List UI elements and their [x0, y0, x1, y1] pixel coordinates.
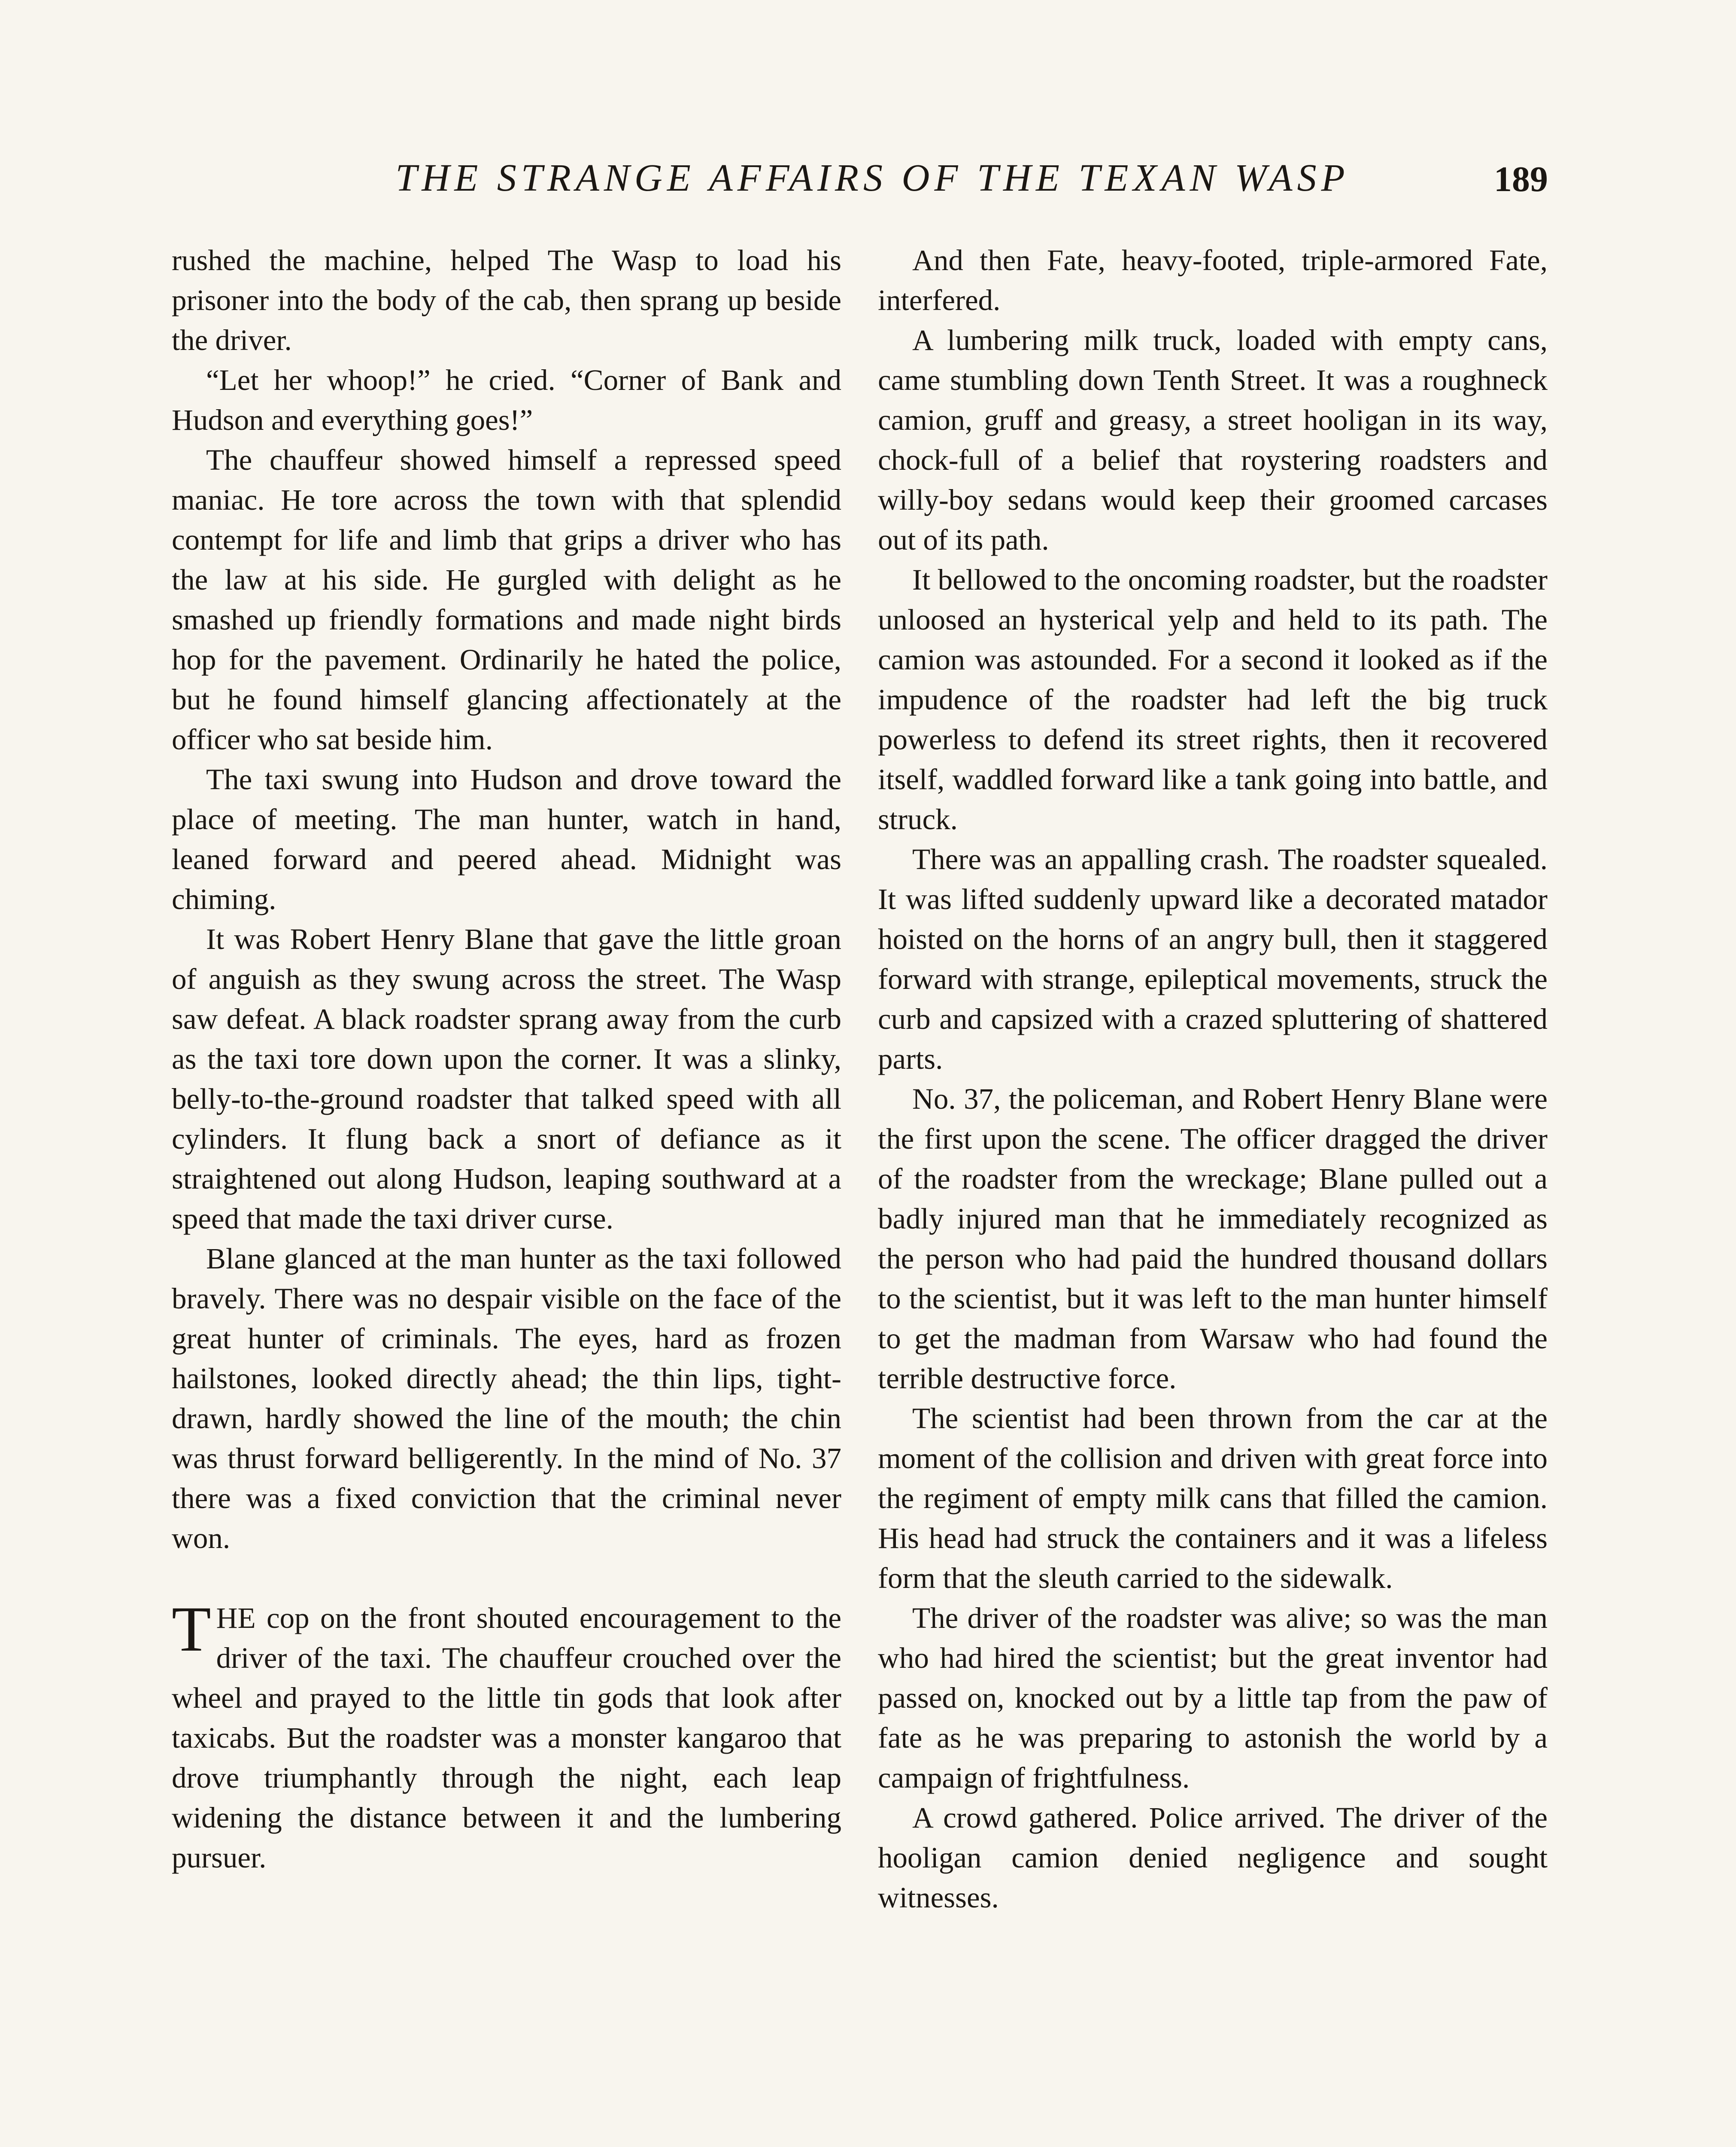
- paragraph: It was Robert Henry Blane that gave the little groan of anguish as they swung across the street. The Wasp saw defeat. A black roadster sprang away from the curb as the taxi tore down upon the corner. It was a slinky, belly-to-the-ground roadster that talked speed with all cylinders. It flung back a snort of defiance as it straightened out along Hudson, leaping southward at a speed that made the taxi driver curse.: [172, 923, 841, 1235]
- paragraph: The taxi swung into Hudson and drove toward the place of meeting. The man hunter, watch in hand, leaned forward and peered ahead. Midnight was chiming.: [172, 763, 841, 915]
- page-number: 189: [1494, 159, 1548, 199]
- dropcap-paragraph-text: HE cop on the front shouted encouragement to the driver of the taxi. The chauffeur crouched over the wheel and prayed to the little tin gods that look after taxicabs. But the roadster was a monster kangaroo that drove triumphantly through the night, each leap widening the distance between it and the lumbering pursuer.: [172, 1602, 841, 1874]
- paragraph: There was an appalling crash. The roadster squealed. It was lifted suddenly upward like a decorated matador hoisted on the horns of an angry bull, then it staggered forward with strange, epileptical movements, struck the curb and capsized with a crazed spluttering of shattered parts.: [878, 843, 1548, 1075]
- section-break: [172, 1558, 841, 1598]
- dropcap-paragraph: [172, 1594, 841, 1878]
- drop-cap: T: [172, 1594, 211, 1665]
- paragraph: A lumbering milk truck, loaded with empty cans, came stumbling down Tenth Street. It was a roughneck camion, gruff and greasy, a street hooligan in its way, chock-full of a belief that roystering roadsters and willy-boy sedans would keep their groomed carcases out of its path.: [878, 324, 1548, 556]
- paragraph: A crowd gathered. Police arrived. The driver of the hooligan camion denied negligence and sought witnesses.: [878, 1801, 1548, 1914]
- paragraph: The driver of the roadster was alive; so was the man who had hired the scientist; but the great inventor had passed on, knocked out by a little tap from the paw of fate as he was preparing to astonish the world by a campaign of frightfulness.: [878, 1602, 1548, 1794]
- running-title: THE STRANGE AFFAIRS OF THE TEXAN WASP: [395, 157, 1350, 199]
- left-column: [172, 240, 841, 1878]
- paragraph: It bellowed to the oncoming roadster, but the roadster unloosed an hysterical yelp and held to its path. The camion was astounded. For a second it looked as if the impudence of the roadster had left the big truck powerless to defend its street rights, then it recovered itself, waddled forward like a tank going into battle, and struck.: [878, 563, 1548, 836]
- paragraph: The chauffeur showed himself a repressed speed maniac. He tore across the town with that splendid contempt for life and limb that grips a driver who has the law at his side. He gurgled with delight as he smashed up friendly formations and made night birds hop for the pavement. Ordinarily he hated the police, but he found himself glancing affectionately at the officer who sat beside him.: [172, 444, 841, 756]
- paragraph: “Let her whoop!” he cried. “Corner of Bank and Hudson and everything goes!”: [172, 364, 841, 436]
- paragraph: rushed the machine, helped The Wasp to load his prisoner into the body of the cab, then sprang up beside the driver.: [172, 244, 841, 356]
- paragraph: And then Fate, heavy-footed, triple-armored Fate, interfered.: [878, 244, 1548, 316]
- paragraph: No. 37, the policeman, and Robert Henry Blane were the first upon the scene. The officer dragged the driver of the roadster from the wreckage; Blane pulled out a badly injured man that he immediately recognized as the person who had paid the hundred thousand dollars to the scientist, but it was left to the man hunter himself to get the madman from Warsaw who had found the terrible destructive force.: [878, 1083, 1548, 1395]
- right-column: [878, 240, 1548, 1918]
- paragraph: The scientist had been thrown from the car at the moment of the collision and driven with great force into the regiment of empty milk cans that filled the camion. His head had struck the containers and it was a lifeless form that the sleuth carried to the sidewalk.: [878, 1402, 1548, 1594]
- paragraph: Blane glanced at the man hunter as the taxi followed bravely. There was no despair visible on the face of the great hunter of criminals. The eyes, hard as frozen hailstones, looked directly ahead; the thin lips, tight-drawn, hardly showed the line of the mouth; the chin was thrust forward belligerently. In the mind of No. 37 there was a fixed conviction that the criminal never won.: [172, 1242, 841, 1554]
